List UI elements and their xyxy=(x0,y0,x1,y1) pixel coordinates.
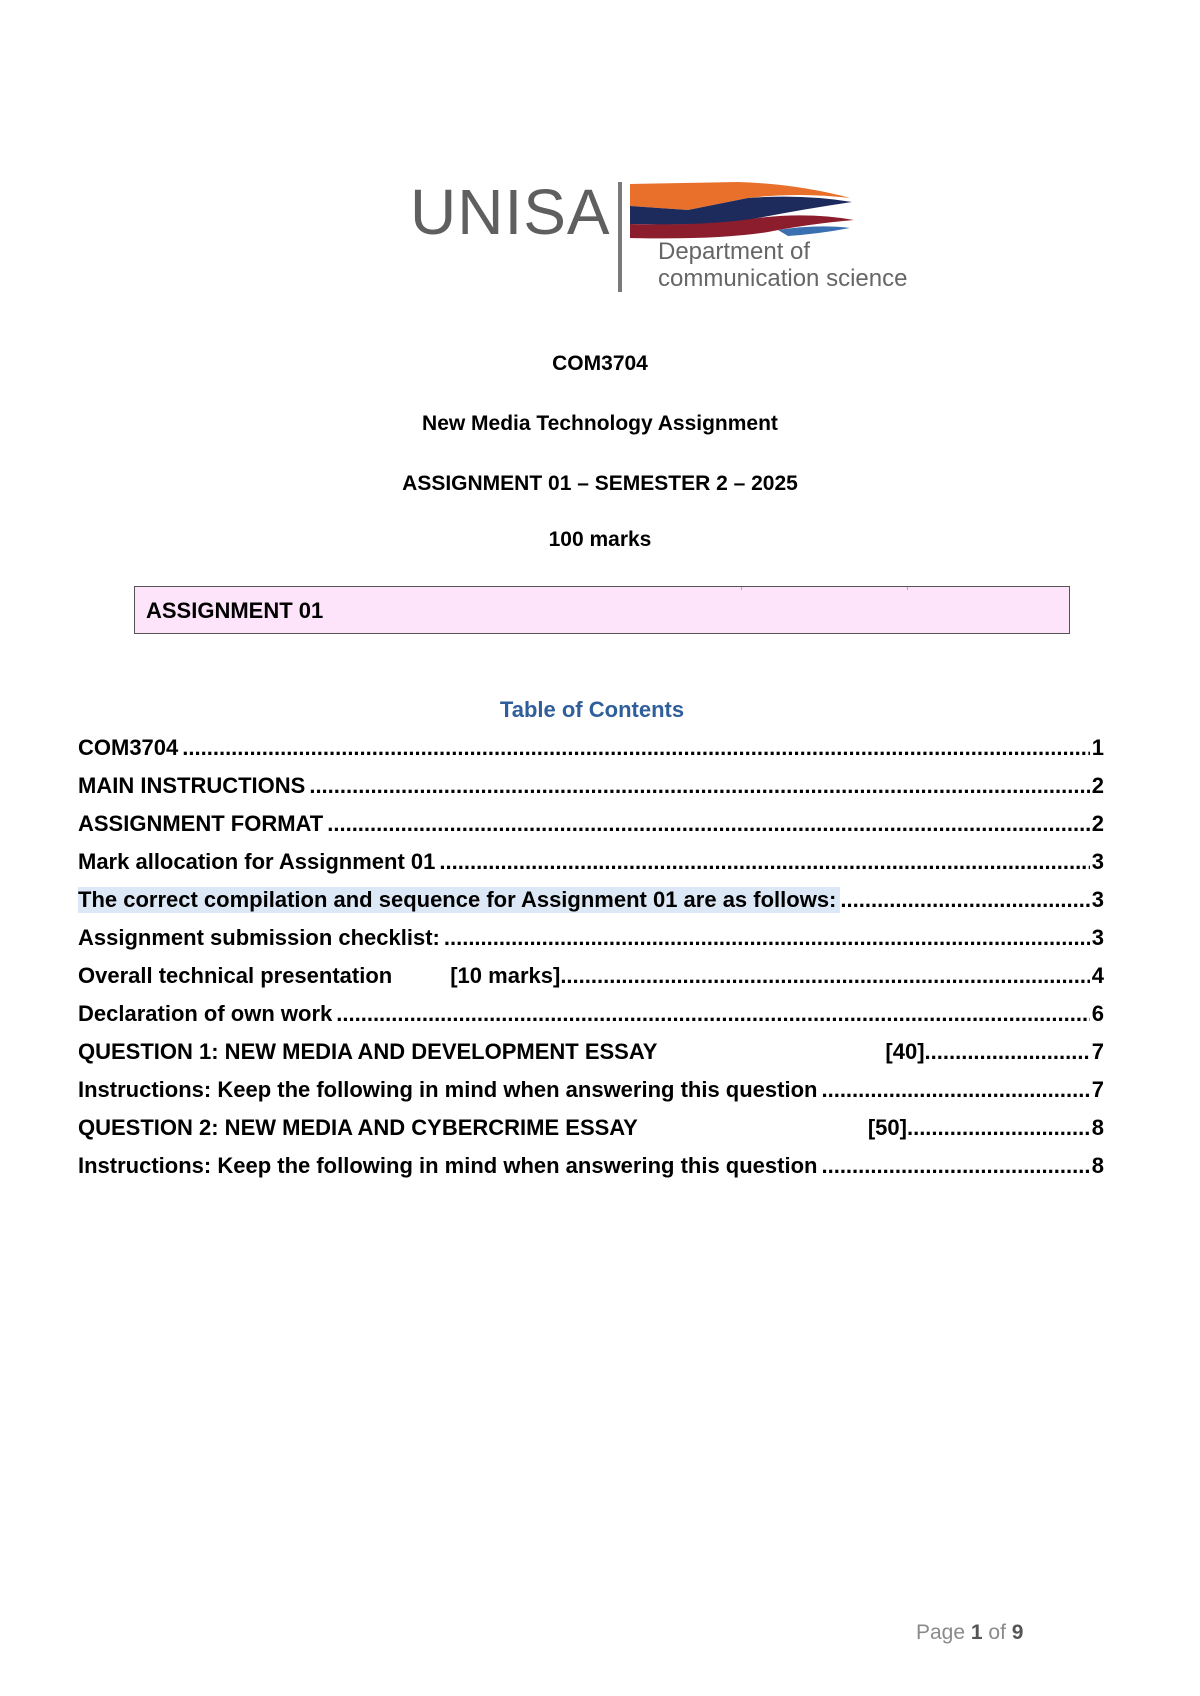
toc-page-number: 8 xyxy=(1091,1115,1104,1140)
toc-page-number: 2 xyxy=(1091,773,1104,798)
total-marks: 100 marks xyxy=(548,528,652,551)
assignment-semester-line: ASSIGNMENT 01 – SEMESTER 2 – 2025 xyxy=(402,472,798,495)
toc-entry-title: Assignment submission checklist: xyxy=(78,925,440,950)
toc-page-number: 8 xyxy=(1091,1153,1104,1178)
toc-entry-title: Mark allocation for Assignment 01 xyxy=(78,849,436,874)
toc-entry[interactable] xyxy=(78,1153,1104,1191)
toc-title: Table of Contents xyxy=(499,697,685,722)
assignment-banner xyxy=(134,586,1070,634)
toc-entry[interactable] xyxy=(78,1001,1104,1039)
toc-entry-marks: [10 marks] xyxy=(450,963,561,988)
toc-dot-leader xyxy=(821,1077,1089,1103)
toc-entry-title: ASSIGNMENT FORMAT xyxy=(78,811,324,836)
toc-dot-leader xyxy=(821,1153,1089,1179)
toc-dot-leader xyxy=(925,1039,1090,1065)
toc-page-number: 7 xyxy=(1091,1039,1104,1064)
logo-wordmark: UNISA xyxy=(410,176,611,248)
course-code: COM3704 xyxy=(552,352,648,375)
toc-dot-leader xyxy=(327,811,1090,837)
toc-dot-leader xyxy=(182,735,1089,761)
toc-dot-leader xyxy=(444,925,1090,951)
toc-entry-title: QUESTION 1: NEW MEDIA AND DEVELOPMENT ESSAY xyxy=(78,1039,658,1064)
toc-dot-leader xyxy=(439,849,1089,875)
toc-entry[interactable] xyxy=(78,849,1104,887)
unisa-logo xyxy=(410,170,930,310)
toc-page-number: 3 xyxy=(1091,925,1104,950)
page-indicator: Page 1 of 9 xyxy=(916,1621,1024,1644)
toc-page-number: 2 xyxy=(1091,811,1104,836)
toc-dot-leader xyxy=(560,963,1089,989)
toc-dot-leader xyxy=(840,887,1089,913)
toc-entry-title: Instructions: Keep the following in mind when answering this question xyxy=(78,1153,818,1178)
toc-entry[interactable] xyxy=(78,963,1104,1001)
toc-entry[interactable] xyxy=(78,1039,1104,1077)
document-subtitle: New Media Technology Assignment xyxy=(422,412,778,435)
toc-entry-title: Overall technical presentation xyxy=(78,963,393,988)
toc-entry-marks: [50] xyxy=(867,1115,907,1140)
toc-entry[interactable] xyxy=(78,925,1104,963)
toc-entry[interactable] xyxy=(78,773,1104,811)
toc-entry-title: MAIN INSTRUCTIONS xyxy=(78,773,306,798)
toc-dot-leader xyxy=(309,773,1089,799)
toc-page-number: 7 xyxy=(1091,1077,1104,1102)
toc-page-number: 1 xyxy=(1091,735,1104,760)
toc-entry-title: Declaration of own work xyxy=(78,1001,333,1026)
toc-dot-leader xyxy=(336,1001,1089,1027)
table-cell-divider xyxy=(741,587,742,590)
toc-entry-marks: [40] xyxy=(885,1039,925,1064)
toc-page-number: 3 xyxy=(1091,887,1104,912)
toc-entry-title: QUESTION 2: NEW MEDIA AND CYBERCRIME ESSAY xyxy=(78,1115,638,1140)
logo-divider xyxy=(618,182,622,292)
toc-entry-title: Instructions: Keep the following in mind when answering this question xyxy=(78,1077,818,1102)
toc-entry[interactable] xyxy=(78,735,1104,773)
toc-page-number: 3 xyxy=(1091,849,1104,874)
toc-page-number: 4 xyxy=(1091,963,1104,988)
toc-entry[interactable] xyxy=(78,1077,1104,1115)
logo-department-text: Department of communication science xyxy=(658,238,908,292)
toc-dot-leader xyxy=(907,1115,1090,1141)
toc-entry-title: COM3704 xyxy=(78,735,179,760)
assignment-banner-label: ASSIGNMENT 01 xyxy=(146,598,324,623)
toc-entry[interactable] xyxy=(78,887,1104,925)
table-of-contents xyxy=(78,735,1104,1191)
toc-entry[interactable] xyxy=(78,1115,1104,1153)
table-cell-divider xyxy=(907,587,908,590)
toc-entry[interactable] xyxy=(78,811,1104,849)
toc-entry-title: The correct compilation and sequence for Assignment 01 are as follows: xyxy=(78,887,840,913)
toc-page-number: 6 xyxy=(1091,1001,1104,1026)
